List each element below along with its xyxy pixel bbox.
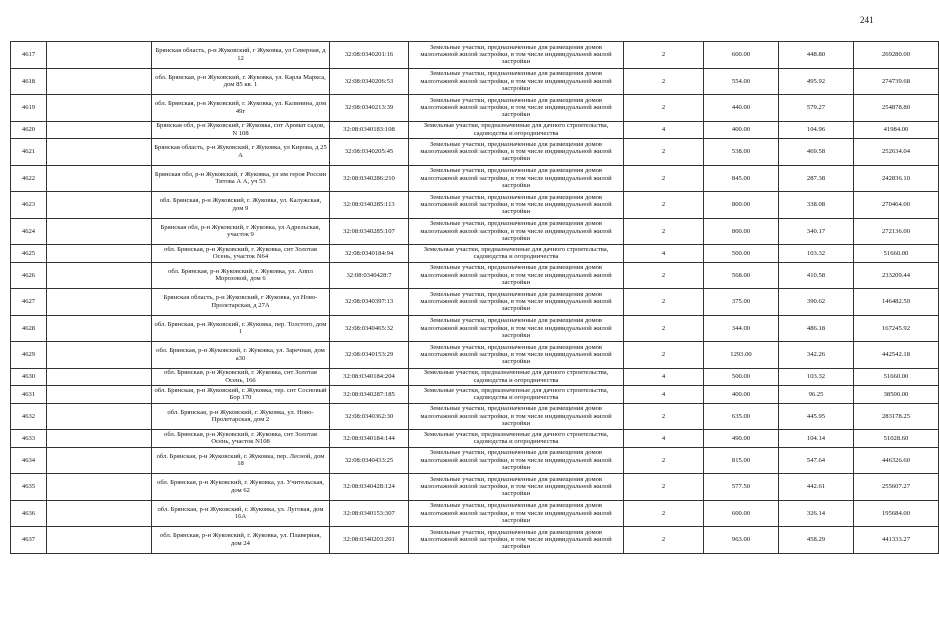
- row-number-cell: 4617: [11, 42, 47, 69]
- address-cell: обл. Брянская, р-н Жуковский, г. Жуковка, пер. Лесной, дом 18: [152, 447, 330, 474]
- address-cell: Брянская область, р-н Жуковский, г Жуковка, ул Ново-Пролетарская, д 27А: [152, 289, 330, 316]
- area-cell: 400.00: [704, 121, 779, 139]
- value-cell: 442542.18: [854, 342, 939, 369]
- row-number-cell: 4621: [11, 139, 47, 166]
- code-cell: 2: [624, 218, 704, 245]
- address-cell: обл. Брянская, р-н Жуковский, г. Жуковка, пер. Толстого, дом 1: [152, 315, 330, 342]
- purpose-cell: Земельные участки, предназначенные для размещения домов малоэтажной жилой застройки, в том числе индивидуальной жилой застройки: [409, 474, 624, 501]
- row-number-cell: 4625: [11, 245, 47, 263]
- code-cell: 2: [624, 192, 704, 219]
- code-cell: 2: [624, 289, 704, 316]
- row-number-cell: 4637: [11, 527, 47, 554]
- row-number-cell: 4628: [11, 315, 47, 342]
- purpose-cell: Земельные участки, предназначенные для дачного строительства, садоводства и огородничества: [409, 430, 624, 448]
- area-cell: 490.00: [704, 430, 779, 448]
- price-cell: 103.32: [779, 245, 854, 263]
- cadastral-number-cell: 32:08:0340184:204: [330, 368, 409, 386]
- row-number-cell: 4630: [11, 368, 47, 386]
- empty-cell: [47, 165, 152, 192]
- cadastral-number-cell: 32:08:0340203:201: [330, 527, 409, 554]
- purpose-cell: Земельные участки, предназначенные для дачного строительства, садоводства и огородничества: [409, 121, 624, 139]
- code-cell: 2: [624, 474, 704, 501]
- purpose-cell: Земельные участки, предназначенные для размещения домов малоэтажной жилой застройки, в том числе индивидуальной жилой застройки: [409, 95, 624, 122]
- table-row: [11, 315, 939, 342]
- price-cell: 103.32: [779, 368, 854, 386]
- purpose-cell: Земельные участки, предназначенные для размещения домов малоэтажной жилой застройки, в том числе индивидуальной жилой застройки: [409, 289, 624, 316]
- row-number-cell: 4620: [11, 121, 47, 139]
- purpose-cell: Земельные участки, предназначенные для размещения домов малоэтажной жилой застройки, в том числе индивидуальной жилой застройки: [409, 500, 624, 527]
- price-cell: 442.61: [779, 474, 854, 501]
- address-cell: обл. Брянская, р-н Жуковский, г. Жуковка, ул. Аппл Морозовой, дом 6: [152, 262, 330, 289]
- table-row: [11, 403, 939, 430]
- empty-cell: [47, 527, 152, 554]
- cadastral-number-cell: 32:08:0340184:144: [330, 430, 409, 448]
- code-cell: 2: [624, 447, 704, 474]
- address-cell: обл. Брянская, р-н Жуковский, г. Жуковка, ул. Луговая, дом 16А: [152, 500, 330, 527]
- row-number-cell: 4634: [11, 447, 47, 474]
- purpose-cell: Земельные участки, предназначенные для размещения домов малоэтажной жилой застройки, в том числе индивидуальной жилой застройки: [409, 447, 624, 474]
- empty-cell: [47, 315, 152, 342]
- row-number-cell: 4631: [11, 386, 47, 404]
- cadastral-number-cell: 32:08:0340285:113: [330, 192, 409, 219]
- land-parcel-table: [10, 41, 939, 554]
- code-cell: 2: [624, 165, 704, 192]
- purpose-cell: Земельные участки, предназначенные для размещения домов малоэтажной жилой застройки, в том числе индивидуальной жилой застройки: [409, 342, 624, 369]
- value-cell: 255607.27: [854, 474, 939, 501]
- code-cell: 2: [624, 68, 704, 95]
- table-row: [11, 527, 939, 554]
- value-cell: 446326.60: [854, 447, 939, 474]
- row-number-cell: 4633: [11, 430, 47, 448]
- code-cell: 2: [624, 527, 704, 554]
- value-cell: 38500.00: [854, 386, 939, 404]
- row-number-cell: 4626: [11, 262, 47, 289]
- empty-cell: [47, 500, 152, 527]
- value-cell: 274739.68: [854, 68, 939, 95]
- table-row: [11, 342, 939, 369]
- page-number: 241: [860, 15, 874, 25]
- value-cell: 146482.50: [854, 289, 939, 316]
- value-cell: 51660.00: [854, 245, 939, 263]
- purpose-cell: Земельные участки, предназначенные для размещения домов малоэтажной жилой застройки, в том числе индивидуальной жилой застройки: [409, 68, 624, 95]
- purpose-cell: Земельные участки, предназначенные для размещения домов малоэтажной жилой застройки, в том числе индивидуальной жилой застройки: [409, 315, 624, 342]
- empty-cell: [47, 386, 152, 404]
- row-number-cell: 4629: [11, 342, 47, 369]
- area-cell: 815.00: [704, 447, 779, 474]
- value-cell: 233209.44: [854, 262, 939, 289]
- cadastral-number-cell: 32:08:0340206:53: [330, 68, 409, 95]
- code-cell: 4: [624, 121, 704, 139]
- cadastral-number-cell: 32:08:0340213:39: [330, 95, 409, 122]
- price-cell: 579.27: [779, 95, 854, 122]
- cadastral-number-cell: 32:08:0340428:124: [330, 474, 409, 501]
- table-row: [11, 368, 939, 386]
- address-cell: обл. Брянская, р-н Жуковский, г. Жуковка, ул. Заречная, дом а30: [152, 342, 330, 369]
- address-cell: Брянская обл, р-н Жуковский, г Жуковка, снт Аромат садов, N 108: [152, 121, 330, 139]
- address-cell: обл. Брянская, р-н Жуковский, г. Жуковка, снт Золотая Осень, 166: [152, 368, 330, 386]
- cadastral-number-cell: 32:08:0340183:108: [330, 121, 409, 139]
- row-number-cell: 4627: [11, 289, 47, 316]
- table-row: [11, 289, 939, 316]
- cadastral-number-cell: 32:08:0340205:45: [330, 139, 409, 166]
- price-cell: 486.18: [779, 315, 854, 342]
- table-row: [11, 68, 939, 95]
- price-cell: 469.58: [779, 139, 854, 166]
- value-cell: 195684.00: [854, 500, 939, 527]
- address-cell: обл. Брянская, р-н Жуковский, г. Жуковка, ул. Плавериая, дом 24: [152, 527, 330, 554]
- price-cell: 342.26: [779, 342, 854, 369]
- row-number-cell: 4635: [11, 474, 47, 501]
- table-row: [11, 474, 939, 501]
- table-row: [11, 95, 939, 122]
- empty-cell: [47, 289, 152, 316]
- table-row: [11, 386, 939, 404]
- purpose-cell: Земельные участки, предназначенные для размещения домов малоэтажной жилой застройки, в том числе индивидуальной жилой застройки: [409, 42, 624, 69]
- address-cell: обл. Брянская, р-н Жуковский, г. Жуковка, ул. Карла Маркса, дом 85 кв. 1: [152, 68, 330, 95]
- value-cell: 269280.00: [854, 42, 939, 69]
- code-cell: 2: [624, 42, 704, 69]
- code-cell: 4: [624, 430, 704, 448]
- area-cell: 800.00: [704, 218, 779, 245]
- purpose-cell: Земельные участки, предназначенные для дачного строительства, садоводства и огородничества: [409, 368, 624, 386]
- value-cell: 51660.00: [854, 368, 939, 386]
- table-row: [11, 500, 939, 527]
- table-row: [11, 42, 939, 69]
- area-cell: 635.00: [704, 403, 779, 430]
- area-cell: 500.00: [704, 245, 779, 263]
- empty-cell: [47, 42, 152, 69]
- address-cell: Брянская область, р-н Жуковский, г Жуковка, ул Северная, д 12: [152, 42, 330, 69]
- purpose-cell: Земельные участки, предназначенные для размещения домов малоэтажной жилой застройки, в том числе индивидуальной жилой застройки: [409, 262, 624, 289]
- table-row: [11, 262, 939, 289]
- address-cell: обл. Брянская, р-н Жуковский, г. Жуковка, тер. снт Сосновый Бор 170: [152, 386, 330, 404]
- table-row: [11, 218, 939, 245]
- value-cell: 441333.27: [854, 527, 939, 554]
- price-cell: 104.96: [779, 121, 854, 139]
- cadastral-number-cell: 32:08:0340184:94: [330, 245, 409, 263]
- cadastral-number-cell: 32:08:0340428:7: [330, 262, 409, 289]
- price-cell: 410.58: [779, 262, 854, 289]
- price-cell: 340.17: [779, 218, 854, 245]
- price-cell: 445.95: [779, 403, 854, 430]
- value-cell: 270464.00: [854, 192, 939, 219]
- purpose-cell: Земельные участки, предназначенные для размещения домов малоэтажной жилой застройки, в том числе индивидуальной жилой застройки: [409, 192, 624, 219]
- purpose-cell: Земельные участки, предназначенные для дачного строительства, садоводства и огородничества: [409, 245, 624, 263]
- empty-cell: [47, 218, 152, 245]
- price-cell: 338.08: [779, 192, 854, 219]
- code-cell: 2: [624, 262, 704, 289]
- value-cell: 51028.60: [854, 430, 939, 448]
- row-number-cell: 4623: [11, 192, 47, 219]
- cadastral-number-cell: 32:08:0340201:16: [330, 42, 409, 69]
- code-cell: 2: [624, 500, 704, 527]
- address-cell: обл. Брянская, р-н Жуковский, г. Жуковка, ул. Калинина, дом 49г: [152, 95, 330, 122]
- purpose-cell: Земельные участки, предназначенные для размещения домов малоэтажной жилой застройки, в том числе индивидуальной жилой застройки: [409, 139, 624, 166]
- value-cell: 283178.25: [854, 403, 939, 430]
- row-number-cell: 4618: [11, 68, 47, 95]
- value-cell: 242836.10: [854, 165, 939, 192]
- area-cell: 800.00: [704, 192, 779, 219]
- empty-cell: [47, 474, 152, 501]
- code-cell: 4: [624, 245, 704, 263]
- table-row: [11, 430, 939, 448]
- price-cell: 326.14: [779, 500, 854, 527]
- area-cell: 1293.00: [704, 342, 779, 369]
- purpose-cell: Земельные участки, предназначенные для размещения домов малоэтажной жилой застройки, в том числе индивидуальной жилой застройки: [409, 403, 624, 430]
- value-cell: 272136.00: [854, 218, 939, 245]
- value-cell: 167245.92: [854, 315, 939, 342]
- cadastral-number-cell: 32:08:0340153:307: [330, 500, 409, 527]
- price-cell: 104.14: [779, 430, 854, 448]
- empty-cell: [47, 447, 152, 474]
- row-number-cell: 4636: [11, 500, 47, 527]
- cadastral-number-cell: 32:08:0340287:185: [330, 386, 409, 404]
- area-cell: 375.00: [704, 289, 779, 316]
- code-cell: 4: [624, 386, 704, 404]
- price-cell: 96.25: [779, 386, 854, 404]
- purpose-cell: Земельные участки, предназначенные для размещения домов малоэтажной жилой застройки, в том числе индивидуальной жилой застройки: [409, 218, 624, 245]
- empty-cell: [47, 403, 152, 430]
- row-number-cell: 4619: [11, 95, 47, 122]
- cadastral-number-cell: 32:08:0340465:32: [330, 315, 409, 342]
- code-cell: 2: [624, 95, 704, 122]
- area-cell: 600.00: [704, 42, 779, 69]
- area-cell: 400.00: [704, 386, 779, 404]
- area-cell: 600.00: [704, 500, 779, 527]
- value-cell: 252634.04: [854, 139, 939, 166]
- empty-cell: [47, 95, 152, 122]
- address-cell: обл. Брянская, р-н Жуковский, г. Жуковка, ул. Ново-Пролетарская, дом 2: [152, 403, 330, 430]
- table-row: [11, 447, 939, 474]
- empty-cell: [47, 68, 152, 95]
- purpose-cell: Земельные участки, предназначенные для размещения домов малоэтажной жилой застройки, в том числе индивидуальной жилой застройки: [409, 165, 624, 192]
- address-cell: обл. Брянская, р-н Жуковский, г. Жуковка, снт Золотая Осень, участок N108: [152, 430, 330, 448]
- empty-cell: [47, 139, 152, 166]
- area-cell: 440.00: [704, 95, 779, 122]
- area-cell: 577.50: [704, 474, 779, 501]
- price-cell: 390.62: [779, 289, 854, 316]
- address-cell: обл. Брянская, р-н Жуковский, г. Жуковка, ул. Калужская, дом 9: [152, 192, 330, 219]
- value-cell: 41984.00: [854, 121, 939, 139]
- area-cell: 568.00: [704, 262, 779, 289]
- table-row: [11, 245, 939, 263]
- area-cell: 344.00: [704, 315, 779, 342]
- empty-cell: [47, 245, 152, 263]
- area-cell: 554.00: [704, 68, 779, 95]
- area-cell: 963.00: [704, 527, 779, 554]
- address-cell: Брянская область, р-н Жуковский, г Жуковка, ул Кирова, д 25 А: [152, 139, 330, 166]
- code-cell: 4: [624, 368, 704, 386]
- code-cell: 2: [624, 403, 704, 430]
- address-cell: обл. Брянская, р-н Жуковский, г. Жуковка, снт Золотая Осень, участок N64: [152, 245, 330, 263]
- code-cell: 2: [624, 342, 704, 369]
- code-cell: 2: [624, 139, 704, 166]
- cadastral-number-cell: 32:08:0340397:13: [330, 289, 409, 316]
- empty-cell: [47, 430, 152, 448]
- cadastral-number-cell: 32:08:0340286:210: [330, 165, 409, 192]
- cadastral-number-cell: 32:08:0340285:107: [330, 218, 409, 245]
- cadastral-number-cell: 32:08:0340362:30: [330, 403, 409, 430]
- address-cell: обл. Брянская, р-н Жуковский, г. Жуковка, ул. Учительская, дом 62: [152, 474, 330, 501]
- address-cell: Брянская обл, р-н Жуковский, г Жуковка, ул Адрельская, участок 9: [152, 218, 330, 245]
- purpose-cell: Земельные участки, предназначенные для размещения домов малоэтажной жилой застройки, в том числе индивидуальной жилой застройки: [409, 527, 624, 554]
- price-cell: 287.38: [779, 165, 854, 192]
- price-cell: 448.80: [779, 42, 854, 69]
- value-cell: 254878.80: [854, 95, 939, 122]
- table-row: [11, 192, 939, 219]
- table-row: [11, 121, 939, 139]
- purpose-cell: Земельные участки, предназначенные для дачного строительства, садоводства и огородничества: [409, 386, 624, 404]
- table-row: [11, 139, 939, 166]
- empty-cell: [47, 262, 152, 289]
- cadastral-number-cell: 32:08:0340433:25: [330, 447, 409, 474]
- address-cell: Брянская обл, р-н Жуковский, г Жуковка, ул им героя России Титова А А, уч 53: [152, 165, 330, 192]
- price-cell: 547.64: [779, 447, 854, 474]
- code-cell: 2: [624, 315, 704, 342]
- row-number-cell: 4622: [11, 165, 47, 192]
- area-cell: 500.00: [704, 368, 779, 386]
- empty-cell: [47, 192, 152, 219]
- empty-cell: [47, 342, 152, 369]
- area-cell: 538.00: [704, 139, 779, 166]
- empty-cell: [47, 121, 152, 139]
- area-cell: 845.00: [704, 165, 779, 192]
- empty-cell: [47, 368, 152, 386]
- price-cell: 458.29: [779, 527, 854, 554]
- table-row: [11, 165, 939, 192]
- row-number-cell: 4632: [11, 403, 47, 430]
- row-number-cell: 4624: [11, 218, 47, 245]
- cadastral-number-cell: 32:08:0340153:29: [330, 342, 409, 369]
- price-cell: 495.92: [779, 68, 854, 95]
